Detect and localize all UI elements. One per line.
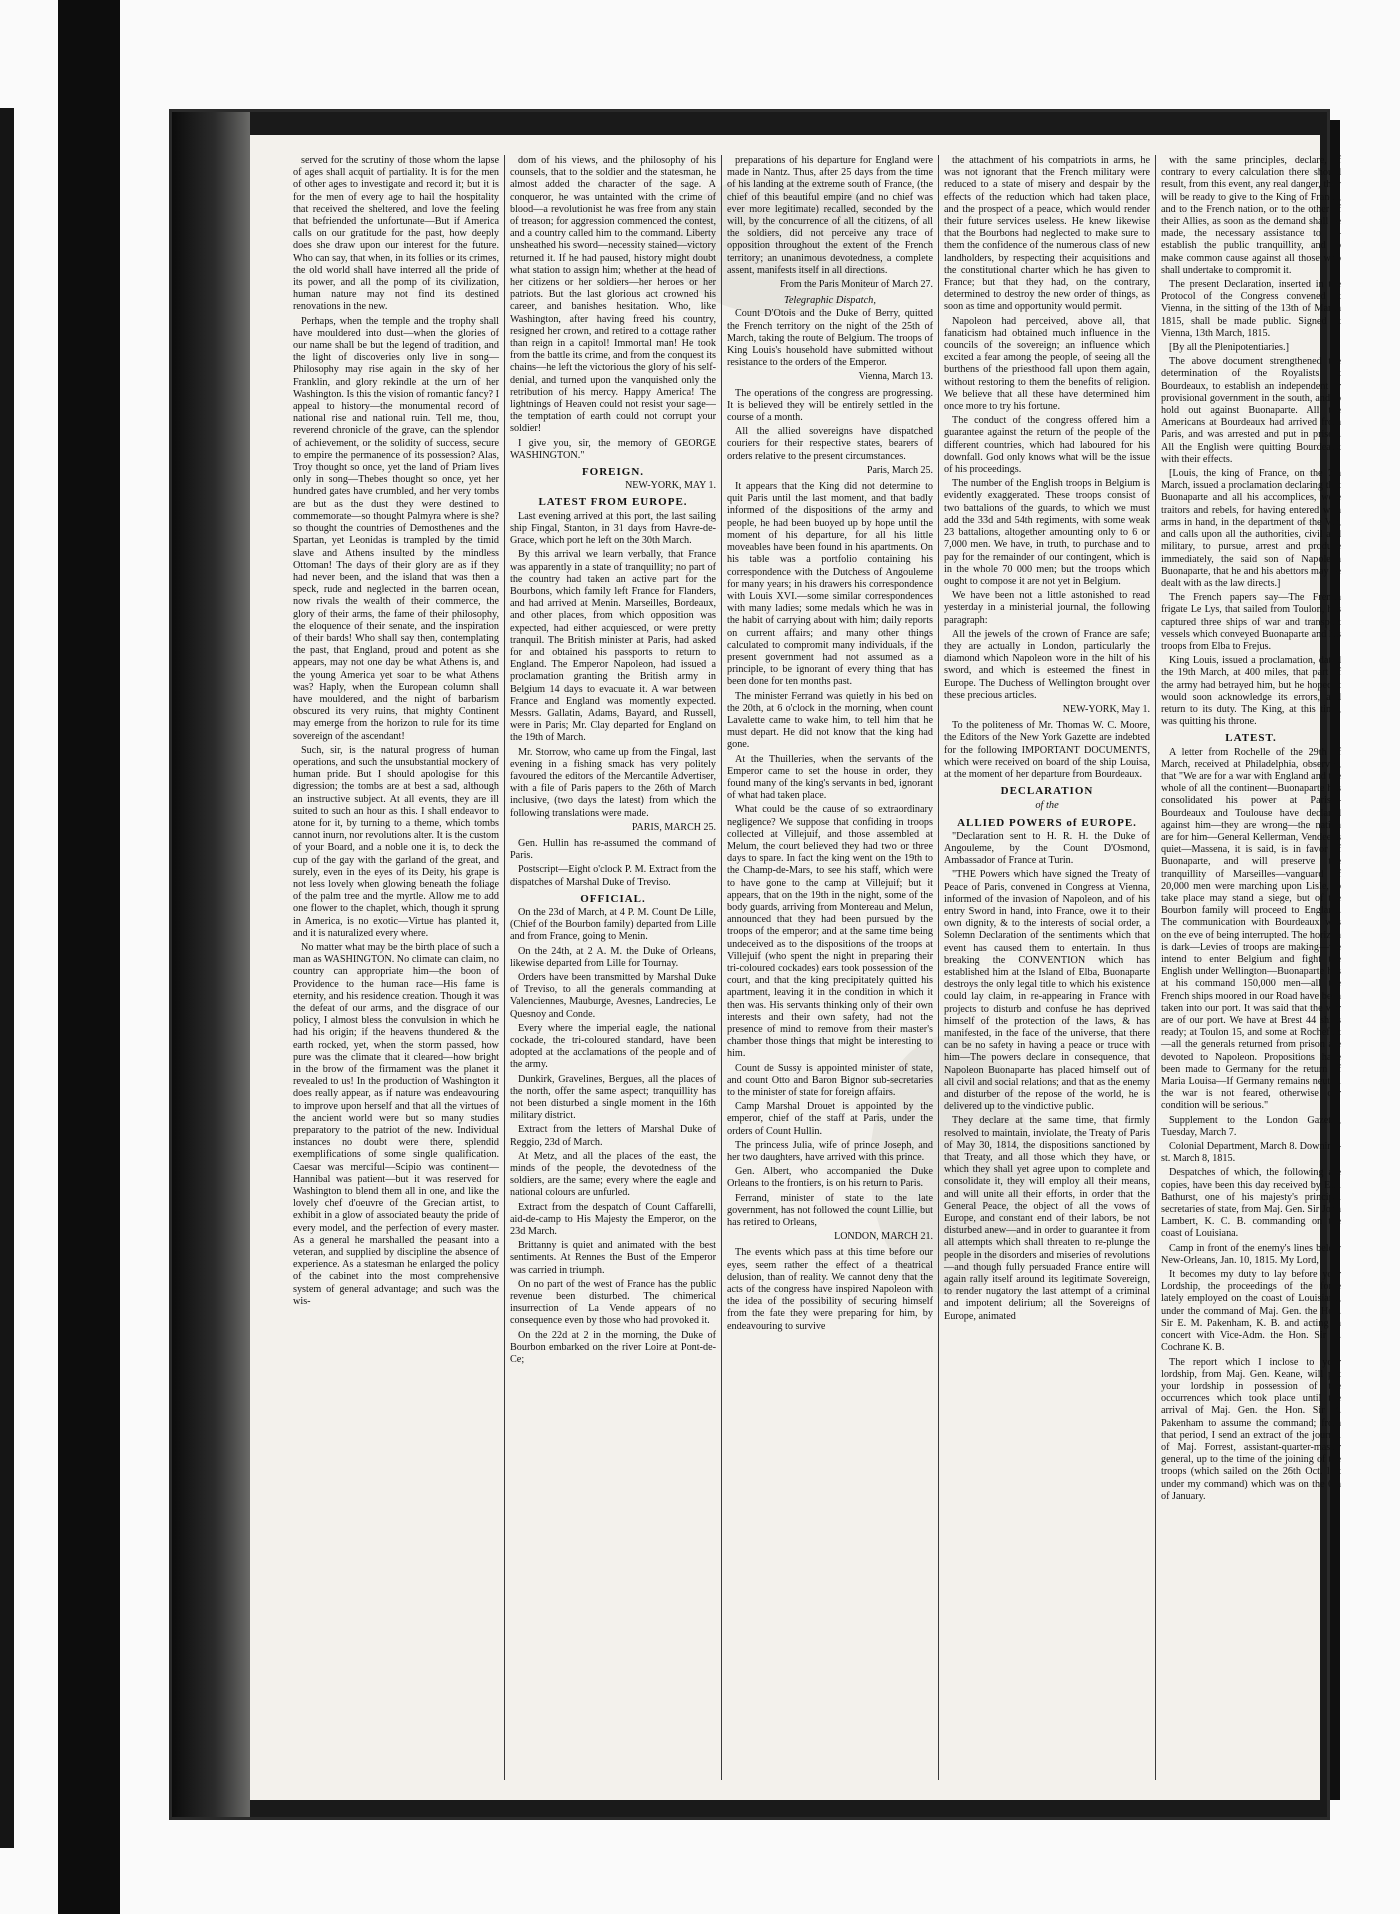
column-3 <box>722 155 939 1780</box>
article-paragraph: Perhaps, when the temple and the trophy shall have mouldered into dust—when the glories of our name shall be but the legend of tradition, and the light of discoveries only live in song—Philosophy may rise again in the sky of her Franklin, and glory rekindle at the urn of her Washington. Is this the vision of romantic fancy? I appeal to history—the monumental record of national rise and national ruin. Tell me, thou, reverend chronicle of the grave, can the splendor of achievement, or the solidity of success, secure to empire the permanence of its possession? Alas, Troy thought so once, yet the land of Priam lives only in song—Thebes thought so once, yet her hundred gates have crumbled, and her very tombs are but as the dust they were destined to commemorate—so thought Palmyra where is she? so thought the countries of Demosthenes and the Spartan, yet Leonidas is trampled by the timid slave and Athens insulted by the mindless Ottoman! The days of their glory are as if they had never been, and the island that was then a speck, rude and neglected in the barren ocean, now rivals the wealth of their commerce, the glory of their arms, the fame of their philosophy, the eloquence of their senate, and the inspiration of their bards! Who shall say then, contemplating the past, that England, proud and potent as she appears, may not one day be what Athens is, and the young America yet soar to be what Athens was? Haply, when the European column shall have mouldered, and the night of barbarism obscured its very ruins, that mighty Continent may emerge from the horizon to rule for its time sovereign of the ascendant! <box>293 315 499 742</box>
binding-strip-left <box>58 0 120 1914</box>
section-heading: DECLARATION <box>1000 785 1094 798</box>
article-paragraph: We have been not a little astonished to read yesterday in a ministerial journal, the following paragraph: <box>944 590 1150 626</box>
article-paragraph: To the politeness of Mr. Thomas W. C. Moore, the Editors of the New York Gazette are indebted for the following IMPORTANT DOCUMENTS, which were received on board of the ship Louisa, at the moment of her departure from Bourdeaux. <box>944 720 1150 780</box>
dateline: Vienna, March 13. <box>858 371 933 383</box>
article-paragraph: The princess Julia, wife of prince Joseph, and her two daughters, have arrived with this prince. <box>727 1139 933 1164</box>
article-paragraph: Count D'Otois and the Duke of Berry, quitted the French territory on the night of the 25th of March, taking the route of Belgium. The troops of King Louis's household have submitted without resistance to the orders of the Emperor. <box>727 308 933 369</box>
article-paragraph: The minister Ferrand was quietly in his bed on the 20th, at 6 o'clock in the morning, when count Lavalette came to wake him, to tell him that he must depart. He did not know that the king had gone. <box>727 690 933 751</box>
column-4 <box>939 155 1156 1780</box>
dateline: PARIS, MARCH 25. <box>631 821 716 833</box>
article-paragraph: dom of his views, and the philosophy of his counsels, that to the soldier and the statesman, he almost added the character of the sage. A conqueror, he was untainted with the crime of blood—a revolutionist he was free from any stain of treason; for aggression commenced the contest, and a country called him to the command. Liberty unsheathed his sword—necessity stained—victory returned it. If he had paused, history might doubt what station to assign him; whether at the head of her citizens or her soldiers—her heroes or her patriots. But the last glorious act crowned his career, and banishes hesitation. Who, like Washington, after having freed his country, resigned her crown, and retired to a cottage rather than reign in a capitol! Immortal man! He took from the battle its crime, and from the conquest its chains—he left the victorious the glory of his self-denial, and turned upon the vanquished only the retribution of his mercy. Happy America! The lightnings of Heaven could not resist your sage—the temptation of earth could not corrupt your soldier! <box>510 155 716 435</box>
article-paragraph: The number of the English troops in Belgium is evidently exaggerated. These troops consist of two battalions of the guards, to which we must add the 33d and 54th regiments, with some weak 23 battalions, altogether amounting only to 6 or 7,000 men. We have, in truth, to purchase and to pay for the remainder of our contingent, which is in the whole 70 000 men; but the troops which ought to compose it are not yet in Belgium. <box>944 478 1150 587</box>
column-5 <box>1156 155 1346 1780</box>
adjacent-page-edge-left <box>0 108 14 1848</box>
article-paragraph: On the 22d at 2 in the morning, the Duke of Bourbon embarked on the river Loire at Pont-de-Ce; <box>510 1329 716 1366</box>
article-paragraph: served for the scrutiny of those whom the lapse of ages shall acquit of partiality. It is for the men of other ages to investigate and record it; but it is for the men of every age to hail the hospitality that received the sheltered, and love the feeling that befriended the unfortunate—But if America calls on our gratitude for the past, how deeply does she draw upon our interest for the future. Who can say, that when, in its follies or its crimes, the old world shall have interred all the pride of its power, and all the pomp of its civilization, human nature may not find its destined renovations in the new. <box>293 155 499 313</box>
dateline: NEW-YORK, May 1. <box>1062 703 1150 715</box>
article-paragraph: Dunkirk, Gravelines, Bergues, all the places of the north, offer the same aspect; tranquillity has not been disturbed a single moment in the 16th military district. <box>510 1073 716 1122</box>
article-paragraph: Brittanny is quiet and animated with the best sentiments. At Rennes the Bust of the Emperor was carried in triumph. <box>510 1240 716 1276</box>
article-paragraph: The operations of the congress are progressing. It is believed they will be entirely settled in the course of a month. <box>727 387 933 424</box>
article-paragraph: The present Declaration, inserted in the Protocol of the Congress convened at Vienna, in the sitting of the 13th of March 1815, shall be made public. Signed at Vienna, 13th March, 1815. <box>1161 279 1341 339</box>
article-paragraph: The report which I inclose to your lordship, from Maj. Gen. Keane, will put your lordship in possession of the occurrences which took place until the arrival of Maj. Gen. the Hon. Sir E. Pakenham to assume the command; from that period, I send an extract of the journal of Maj. Forrest, assistant-quarter-master general, up to the time of the joining of the troops (which sailed on the 26th Oct. last under my command) which was on the 6th of January. <box>1161 1356 1341 1502</box>
spine-shadow <box>172 112 250 1817</box>
column-2 <box>505 155 722 1780</box>
article-paragraph: "Declaration sent to H. R. H. the Duke of Angouleme, by the Count D'Osmond, Ambassador of France at Turin. <box>944 830 1150 867</box>
section-heading: FOREIGN. <box>581 466 645 479</box>
article-paragraph: Colonial Department, March 8. Downing-st. March 8, 1815. <box>1161 1141 1341 1165</box>
article-paragraph: preparations of his departure for England were made in Nantz. Thus, after 25 days from the time of his landing at the extreme south of France, (the chief of this beautiful empire (and no chief was ever more legitimate) recalled, seconded by the will, by the concurrence of all the citizens, of all the soldiers, did not perceive any trace of opposition throughout the extent of the French territory; an unanimous devotedness, a complete assent, manifests itself in all directions. <box>727 155 933 276</box>
article-paragraph: Mr. Storrow, who came up from the Fingal, last evening in a fishing smack has very politely favoured the editors of the Mercantile Advertiser, with a file of Paris papers to the 26th of March inclusive, (two days the latest) from which the following translations were made. <box>510 746 716 819</box>
section-heading: ALLIED POWERS of EUROPE. <box>957 816 1137 829</box>
article-paragraph: A letter from Rochelle of the 29th of March, received at Philadelphia, observes, that "We are for a war with England and the whole of all the continent—Buonaparte has consolidated his power at Paris—Bourdeaux and Toulouse have declared against him—they are wrong—the nation are for him—General Kellerman, Vendee is quiet—Massena, it is said, is in favor of Buonaparte, and will preserve the tranquillity of Marseilles—vanguard of 20,000 men were marching upon Lisle, to take place may stand a siege, but of the Bourbon family will proceed to England. The communication with Bourdeaux was on the eve of being interrupted. The horizon is dark—Levies of troops are making—we intend to enter Belgium and fight the English under Wellington—Buonaparte has at his command 150,000 men—all the French ships moored in our Road have been taken into our port. It was said that the war are of our port. We have at Brest 44 ships ready; at Toulon 15, and some at Rochefort—all the generals returned from prison are devoted to Napoleon. Propositions have been made to Germany for the return of Maria Louisa—If Germany remains neutral the war is not feared, otherwise our condition will be serious." <box>1161 746 1341 1112</box>
article-paragraph: By this arrival we learn verbally, that France was apparently in a state of tranquillity; no part of the country had taken an active part for the Bourbons, which family left France for Flanders, and had arrived at Menin. Marseilles, Bordeaux, and other places, from which opposition was expected, had either acquiesced, or were pretty tranquil. The British minister at Paris, had asked for and obtained his passports to return to England. The Emperor Napoleon, had issued a proclamation granting the British army in Belgium 14 days to evacuate it. A war between France and England was momently expected. Messrs. Gallatin, Adams, Bayard, and Russell, were in Paris; Mr. Clay departed for England on the 19th of March. <box>510 549 716 744</box>
article-paragraph: with the same principles, declare, if contrary to every calculation there should result, from this event, any real danger, they will be ready to give to the King of France, and to the French nation, or to the other of their Allies, as soon as the demand shall be made, the necessary assistance to re-establish the public tranquillity, and to make common cause against all those who shall undertake to compromit it. <box>1161 155 1341 276</box>
article-paragraph: At the Thuilleries, when the servants of the Emperor came to set the house in order, they found many of the king's servants in bed, ignorant of what had taken place. <box>727 753 933 802</box>
article-paragraph: All the jewels of the crown of France are safe; they are actually in London, particularly the diamond which Napoleon wore in the hilt of his sword, and which is esteemed the finest in Europe. The Duchess of Wellington brought over these precious articles. <box>944 628 1150 701</box>
article-paragraph: "THE Powers which have signed the Treaty of Peace of Paris, convened in Congress at Vienna, informed of the invasion of Napoleon, and of his entry Sword in hand, into France, owe it to their own dignity, & to the interests of social order, a Solemn Declaration of the sentiments which that event has caused them to entertain. In thus breaking the CONVENTION which has established him at the Island of Elba, Buonaparte destroys the only legal title to which his existence could lay claim, in re-appearing in France with projects to disturb and confuse he has deprived himself of the protection of the laws, & has manifested, in the face of the universe, that there can be no safety in having a peace or truce with him—The powers declare in consequence, that Napoleon Buonaparte has placed himself out of all civil and social relations; and that as the enemy and disturber of the repose of the world, he is delivered up to the vindictive public. <box>944 869 1150 1113</box>
article-paragraph: Such, sir, is the natural progress of human operations, and such the unsubstantial mockery of human pride. But I should apologise for this digression; the tombs are at best a sad, although an instructive subject. At all events, they are ill suited to such an hour as this. I shall endeavor to atone for it, by turning to a theme, which tombs cannot inurn, nor revolutions alter. It is the custom of your Board, and a noble one it is, to deck the cup of the gay with the garland of the great, and surely, even in the eyes of its Deity, his grape is not less lovely when glowing beneath the foliage of the palm tree and the myrtle. Allow me to add one flower to the chaplet, which, though it sprung in America, is no exotic—Virtue has planted it, and it is naturalized every where. <box>293 744 499 939</box>
section-heading: LATEST. <box>1225 732 1277 745</box>
article-paragraph: The events which pass at this time before our eyes, seem rather the effect of a theatrical delusion, than of reality. We cannot deny that the acts of the congress have inspired Napoleon with the idea of the possibility of securing himself from the fate they were preparing for him, by endeavouring to survive <box>727 1247 933 1332</box>
article-paragraph: It becomes my duty to lay before your Lordship, the proceedings of the force lately employed on the coast of Louisiana, under the command of Maj. Gen. the Hon. Sir E. M. Pakenham, K. B. and acting in concert with Vice-Adm. the Hon. Sir A. Cochrane K. B. <box>1161 1269 1341 1354</box>
dateline: Paris, March 25. <box>866 464 933 476</box>
article-paragraph: On the 23d of March, at 4 P. M. Count De Lille, (Chief of the Bourbon family) departed from Lille and from France, going to Menin. <box>510 906 716 943</box>
article-paragraph: On the 24th, at 2 A. M. the Duke of Orleans, likewise departed from Lille for Tournay. <box>510 945 716 969</box>
article-paragraph: They declare at the same time, that firmly resolved to maintain, inviolate, the Treaty of Paris of May 30, 1814, the dispositions sanctioned by that Treaty, and all those which they have, or which they shall yet agree upon to complete and consolidate it, they will employ all their means, and will unite all their efforts, in order that the General Peace, the object of all the vows of Europe, and constant end of their labors, be not disturbed anew—and in order to guarantee it from all attempts which shall threaten to re-plunge the people in the disorders and miseries of revolutions—and though fully persuaded France entire will again rally itself around its legitimate Sovereign, to render nugatory the last attempt of a criminal and impotent delirium; all the Sovereigns of Europe, animated <box>944 1115 1150 1322</box>
article-paragraph: Orders have been transmitted by Marshal Duke of Treviso, to all the generals commanding at Valenciennes, Mauburge, Avesnes, Landrecies, Le Quesnoy and Conde. <box>510 972 716 1020</box>
article-paragraph: On no part of the west of France has the public revenue been disturbed. The chimerical insurrection of La Vende appears of no consequence even by those who had provoked it. <box>510 1278 716 1327</box>
article-paragraph: At Metz, and all the places of the east, the minds of the people, the devotedness of the soldiers, are the same; every where the eagle and national colours are unfurled. <box>510 1150 716 1199</box>
article-paragraph: The French papers say—The French frigate Le Lys, that sailed from Toulon, has captured three ships of war and transport vessels which conveyed Buonaparte and his troops from Elba to Frejus. <box>1161 592 1341 652</box>
article-paragraph: The above document strengthened the determination of the Royalists at Bourdeaux, to establish an independent or provisional government in the south, and to hold out against Buonaparte. All the Americans at Bourdeaux had arrived from Paris, and was arrested and put in prison. All the English were quitting Bourdeaux with their effects. <box>1161 356 1341 465</box>
dateline: LONDON, MARCH 21. <box>834 1231 933 1243</box>
article-paragraph: Extract from the letters of Marshal Duke of Reggio, 23d of March. <box>510 1124 716 1148</box>
text-columns <box>288 155 1341 1780</box>
article-paragraph: It appears that the King did not determine to quit Paris until the last moment, and that badly informed of the dispositions of the army and people, he had been buoyed up by hope until the moment of his departure, for all his little moveables have been found in his apartments. On his table was a portfolio containing his correspondence with the Dutchess of Angouleme for many years; in his drawers his correspondence with Louis XVI.—some similar correspondences with many ladies; some medals which he was in the habit of carrying about with him; daily reports on current affairs; and many other things calculated to compromit many individuals, if the present government had not assumed as a principle, to be ignorant of every thing that has been done for ten months past. <box>727 481 933 688</box>
article-paragraph: Gen. Albert, who accompanied the Duke Orleans to the frontiers, is on his return to Paris. <box>727 1166 933 1190</box>
article-paragraph: King Louis, issued a proclamation, dated the 19th March, at 400 miles, that part of the army had betrayed him, but he hoped it would soon acknowledge its errors, and return to its duty. The King, at this time, was quitting his throne. <box>1161 655 1341 728</box>
sub-heading: of the <box>1035 800 1059 812</box>
article-paragraph: [By all the Plenipotentiaries.] <box>1169 342 1289 354</box>
section-heading: OFFICIAL. <box>580 892 646 905</box>
article-paragraph: Camp Marshal Drouet is appointed by the emperor, chief of the staff at Paris, under the orders of Count Hullin. <box>727 1101 933 1137</box>
dateline: NEW-YORK, MAY 1. <box>625 480 716 492</box>
article-paragraph: [Louis, the king of France, on the 7th March, issued a proclamation declaring that Buonaparte and all his accomplices, were traitors and rebels, for having entered with arms in hand, in the department of the Var, and calls upon all the authorities, civil and military, to pursue, arrest and produce immediately, the said son of Napoleon Buonaparte, that he and his abettors may be dealt with as the law directs.] <box>1161 468 1341 589</box>
article-paragraph: Gen. Hullin has re-assumed the command of Paris. <box>510 837 716 862</box>
article-paragraph: Supplement to the London Gazette, Tuesday, March 7. <box>1161 1114 1341 1138</box>
article-paragraph: Extract from the despatch of Count Caffarelli, aid-de-camp to His Majesty the Emperor, on the 23d March. <box>510 1201 716 1238</box>
article-paragraph: the attachment of his compatriots in arms, he was not ignorant that the French military were reduced to a state of misery and despair by the effects of the reduction which had taken place, and the prospect of a peace, which would render their future services useless. He knew likewise that the Bourbons had neglected to make sure to them the confidence of the numerous class of new landholders, by respecting their acquisitions and the constitutional charter which he has given to France; but that they had, on the contrary, determined to destroy the new order of things, as soon as time and opportunity would permit. <box>944 155 1150 313</box>
article-paragraph: Camp in front of the enemy's lines below New-Orleans, Jan. 10, 1815. My Lord, <box>1161 1242 1341 1266</box>
article-paragraph: Napoleon had perceived, above all, that fanaticism had obtained much influence in the councils of the sovereign; an influence which excited a fear among the people, of seeing all the burthens of the priesthood fall upon them again, without restoring to them the benefits of religion. We believe that all these have determined him once more to try his fortune. <box>944 315 1150 413</box>
sub-heading: Telegraphic Dispatch, <box>784 295 876 307</box>
article-paragraph: Postscript—Eight o'clock P. M. Extract from the dispatches of Marshal Duke of Treviso. <box>510 864 716 888</box>
article-paragraph: Every where the imperial eagle, the national cockade, the tri-coloured standard, have been adopted at the acclamations of the people and of the army. <box>510 1022 716 1071</box>
article-paragraph: Ferrand, minister of state to the late government, has not followed the count Lillie, but has retired to Orleans, <box>727 1192 933 1229</box>
article-paragraph: The conduct of the congress offered him a guarantee against the return of the people of the different countries, which had laboured for his downfall. God only knows what will be the issue of his proceedings. <box>944 415 1150 476</box>
article-paragraph: Count de Sussy is appointed minister of state, and count Otto and Baron Bignor sub-secretaries to the minister of state for foreign affairs. <box>727 1062 933 1099</box>
article-paragraph: No matter what may be the birth place of such a man as WASHINGTON. No climate can claim, no country can appropriate him—the boon of Providence to the human race—His fame is eternity, and his residence creation. Though it was the defeat of our arms, and the disgrace of our policy, I almost bless the convulsion in which he had his origin; if the heavens thundered & the earth rocked, yet, when the storm passed, how pure was the climate that it cleared—how bright in the brow of the firmament was the planet it revealed to us! In the production of Washington it does really appear, as if nature was endeavouring to improve upon herself and that all the virtues of the ancient world were but so many studies preparatory to the patriot of the new. Individual instances no doubt were there, splendid exemplifications of some single qualification. Caesar was merciful—Scipio was continent—Hannibal was patient—but it was reserved for Washington to blend them all in one, and like the lovely chef d'oeuvre of the Grecian artist, to exhibit in a glow of associated beauty the pride of every model, and the perfection of every master. As a general he marshalled the peasant into a veteran, and supplied by discipline the absence of experience. As a statesman he enlarged the policy of the cabinet into the most comprehensive system of general advantage; and such was the wis- <box>293 942 499 1307</box>
section-heading: LATEST FROM EUROPE. <box>538 496 688 509</box>
newspaper-page <box>250 135 1341 1800</box>
article-paragraph: Despatches of which, the following are copies, have been this day received by Earl Bathurst, one of his majesty's principal secretaries of state, from Maj. Gen. Sir John Lambert, K. C. B. commanding on the coast of Louisiana. <box>1161 1167 1341 1240</box>
dateline: From the Paris Moniteur of March 27. <box>779 279 933 291</box>
article-paragraph: What could be the cause of so extraordinary negligence? We suppose that confiding in troops collected at Villejuif, and those assembled at Melum, the court believed they had two or three days to spare. In fact the king went on the 19th to the Champ-de-Mars, to see his staff, which were to have gone to the camp at Villejuif; but it appears, that on the 19th in the night, some of the body guards, arriving from Montereau and Melun, announced that they had been pursued by the troops of the emperor; and at the same time being undeceived as to the dispositions of the troops at Villejuif (who spent the night in preparing their tri-coloured cockades) ears took possession of the court, and that the king precipitately quitted his apartment, leaving it in the condition in which it then was. His servants thinking only of their own interests and their own safety, had not the presence of mind to remove from their master's chamber those things that might be interesting to him. <box>727 804 933 1060</box>
column-1 <box>288 155 505 1780</box>
article-paragraph: I give you, sir, the memory of GEORGE WASHINGTON." <box>510 437 716 461</box>
article-paragraph: All the allied sovereigns have dispatched couriers for their respective states, bearers of orders relative to the present circumstances. <box>727 426 933 462</box>
article-paragraph: Last evening arrived at this port, the last sailing ship Fingal, Stanton, in 31 days from Havre-de-Grace, which port he left on the 30th March. <box>510 510 716 547</box>
